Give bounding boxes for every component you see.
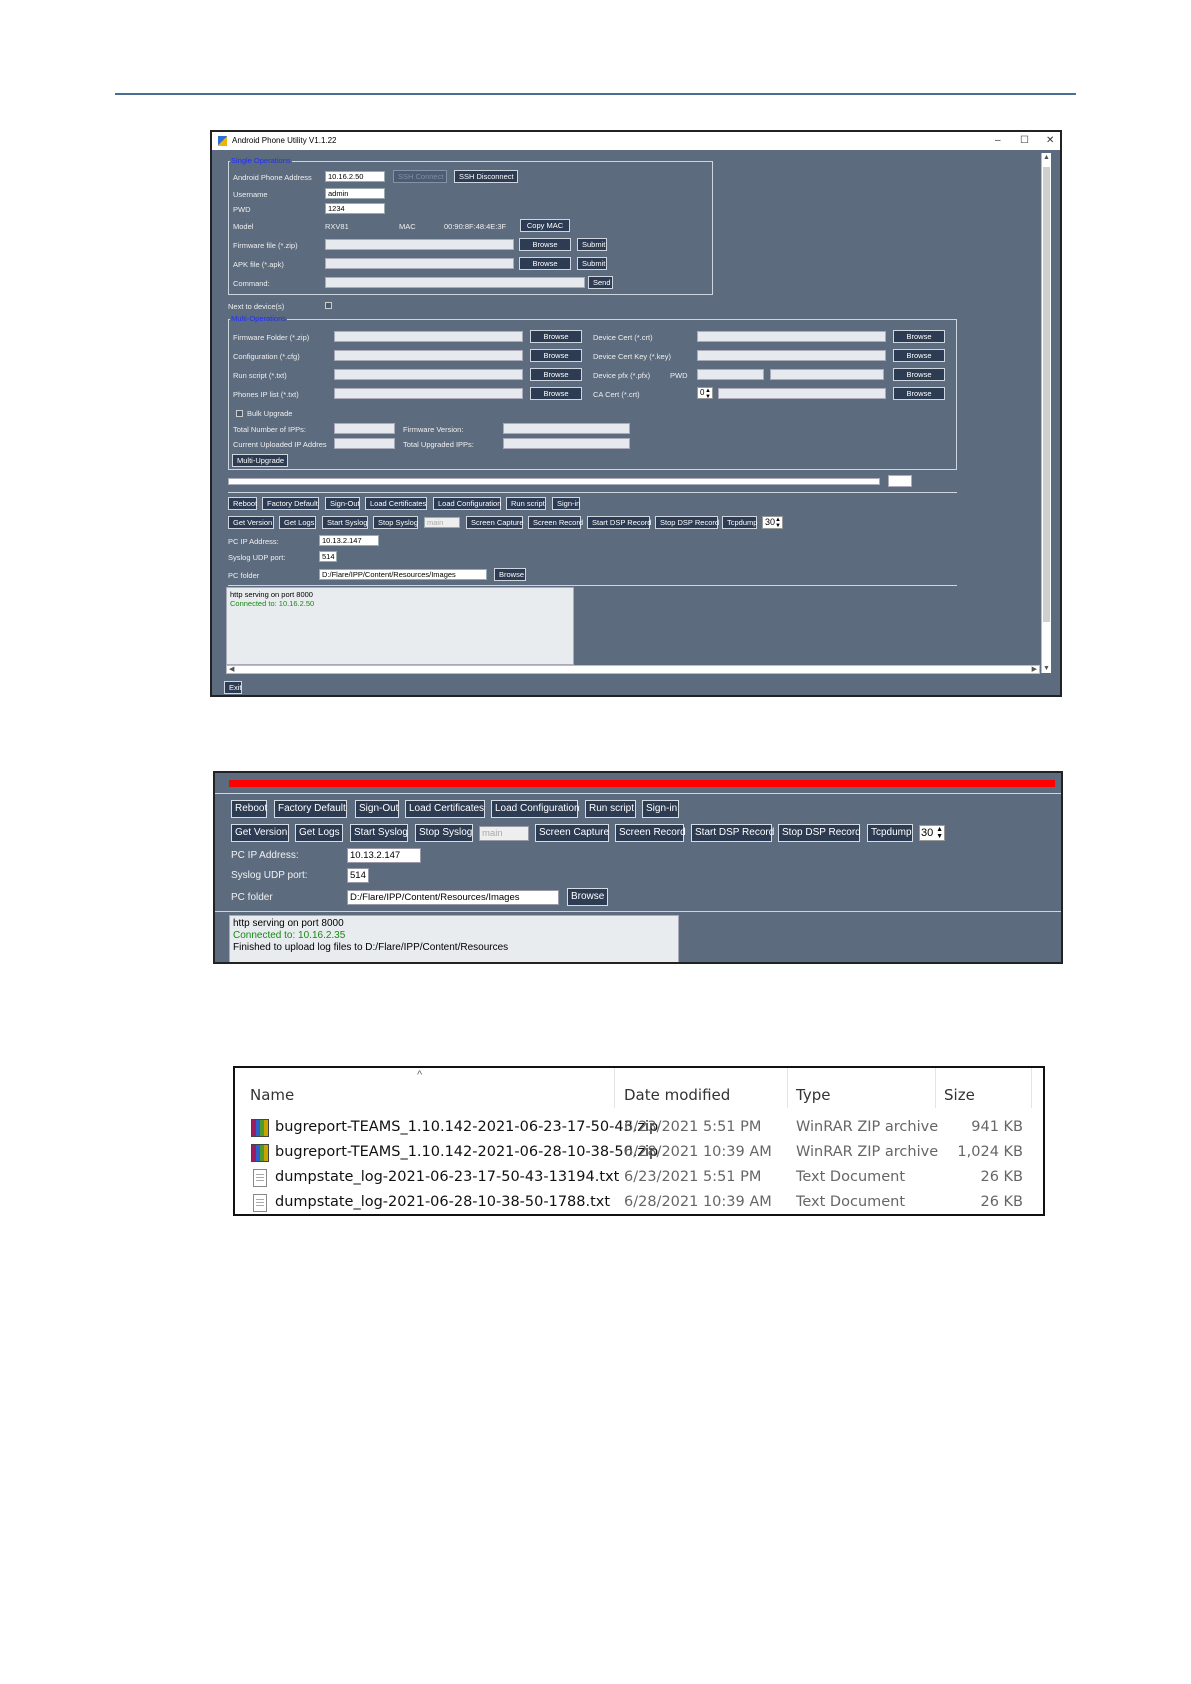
get-logs-button[interactable]: Get Logs (279, 516, 316, 529)
android-phone-address-label: Android Phone Address (233, 173, 312, 182)
column-divider (935, 1068, 936, 1108)
firmware-folder-input[interactable] (334, 331, 523, 342)
syslog-select[interactable] (424, 517, 460, 528)
firmware-submit-button[interactable]: Submit (577, 238, 607, 251)
start-dsp-record-button[interactable]: Start DSP Record (587, 516, 650, 529)
pc-folder-input[interactable]: D:/Flare/IPP/Content/Resources/Images (347, 890, 559, 905)
phones-ip-list-input[interactable] (334, 388, 523, 399)
start-syslog-button[interactable]: Start Syslog (350, 824, 408, 842)
winrar-zip-icon (251, 1144, 269, 1162)
sort-ascending-icon[interactable]: ^ (417, 1069, 423, 1081)
total-ipps-field (334, 423, 395, 434)
tcpdump-button[interactable]: Tcpdump (722, 516, 757, 529)
pc-ip-address-label: PC IP Address: (231, 850, 299, 861)
section-divider (228, 492, 957, 493)
pwd-input[interactable]: 1234 (325, 203, 385, 214)
spin-arrows-icon[interactable]: ▲ ▼ (705, 388, 711, 400)
send-button[interactable]: Send (588, 276, 613, 289)
screen-capture-button[interactable]: Screen Capture (535, 824, 609, 842)
firmware-browse-button[interactable]: Browse (519, 238, 571, 251)
phones-ip-list-browse-button[interactable]: Browse (530, 387, 582, 400)
configuration-input[interactable] (334, 350, 523, 361)
pc-ip-address-input[interactable]: 10.13.2.147 (347, 848, 421, 863)
device-pfx-pwd-label: PWD (670, 371, 688, 380)
log-divider (215, 911, 1063, 912)
column-divider (614, 1068, 615, 1108)
tcpdump-duration-spinbox[interactable] (762, 516, 783, 529)
load-certificates-button[interactable]: Load Certificates (405, 800, 485, 818)
text-document-icon (253, 1169, 267, 1187)
tcpdump-duration-value: 30 (921, 827, 934, 839)
pc-folder-label: PC folder (228, 571, 260, 580)
stop-dsp-record-button[interactable]: Stop DSP Record (655, 516, 718, 529)
spin-arrows-icon[interactable]: ▲ ▼ (775, 517, 781, 529)
load-configuration-button[interactable]: Load Configuration (433, 497, 501, 510)
syslog-udp-port-input[interactable]: 514 (347, 868, 369, 883)
factory-default-button[interactable]: Factory Default (274, 800, 347, 818)
stop-syslog-button[interactable]: Stop Syslog (373, 516, 418, 529)
device-pfx-label: Device pfx (*.pfx) (593, 371, 651, 380)
ca-cert-spinbox[interactable] (697, 387, 713, 399)
bulk-upgrade-checkbox[interactable] (236, 410, 243, 417)
total-upgraded-ipps-label: Total Upgraded IPPs: (403, 440, 474, 449)
firmware-folder-browse-button[interactable]: Browse (530, 330, 582, 343)
screen-record-button[interactable]: Screen Record (615, 824, 684, 842)
app-icon (218, 136, 227, 146)
scroll-left-icon[interactable]: ◀ (229, 666, 235, 673)
column-header-date-modified[interactable]: Date modified (624, 1086, 731, 1104)
run-script-button[interactable]: Run script (585, 800, 636, 818)
run-script-label: Run script (*.txt) (233, 371, 287, 380)
firmware-version-field (503, 423, 630, 434)
ca-cert-input[interactable] (718, 388, 886, 399)
sign-out-button[interactable]: Sign-Out (325, 497, 360, 510)
column-header-type[interactable]: Type (796, 1086, 831, 1104)
column-header-name[interactable]: Name (250, 1086, 295, 1104)
column-divider (787, 1068, 788, 1108)
ca-cert-label: CA Cert (*.crt) (593, 390, 640, 399)
get-version-button[interactable]: Get Version (231, 824, 289, 842)
syslog-select-value: main (427, 518, 444, 527)
mac-label: MAC (399, 222, 416, 231)
file-size: 26 KB (980, 1169, 1023, 1185)
configuration-label: Configuration (*.cfg) (233, 352, 300, 361)
get-version-button[interactable]: Get Version (228, 516, 274, 529)
syslog-udp-port-input[interactable]: 514 (319, 551, 337, 562)
reboot-button[interactable]: Reboot (228, 497, 257, 510)
run-script-input[interactable] (334, 369, 523, 380)
close-button[interactable]: ✕ (1046, 135, 1055, 146)
pwd-label: PWD (233, 205, 251, 214)
stop-syslog-button[interactable]: Stop Syslog (415, 824, 473, 842)
load-certificates-button[interactable]: Load Certificates (365, 497, 427, 510)
single-operations-title: Single Operations (231, 156, 291, 165)
file-type: Text Document (796, 1169, 906, 1185)
log-output (229, 915, 679, 964)
section-divider (215, 793, 1063, 794)
page-header-rule (115, 93, 1076, 95)
device-cert-key-input[interactable] (697, 350, 886, 361)
log-line: Finished to upload log files to D:/Flare/IPP/Content/Resources (233, 942, 509, 953)
progress-value-field (888, 475, 912, 487)
firmware-file-label: Firmware file (*.zip) (233, 241, 298, 250)
maximize-button[interactable]: ☐ (1020, 135, 1029, 146)
ssh-connect-button[interactable]: SSH Connect (393, 170, 447, 183)
file-name: dumpstate_log-2021-06-23-17-50-43-13194.txt (275, 1169, 620, 1185)
log-line: http serving on port 8000 (230, 590, 313, 599)
sign-in-button[interactable]: Sign-in (642, 800, 679, 818)
file-date: 6/23/2021 5:51 PM (624, 1119, 762, 1135)
start-syslog-button[interactable]: Start Syslog (322, 516, 368, 529)
scroll-right-icon[interactable]: ▶ (1031, 666, 1037, 673)
reboot-button[interactable]: Reboot (231, 800, 267, 818)
tcpdump-duration-value: 30 (765, 517, 776, 527)
bulk-upgrade-label: Bulk Upgrade (247, 409, 293, 418)
file-row[interactable] (235, 1191, 1043, 1215)
sign-out-button[interactable]: Sign-Out (355, 800, 399, 818)
model-label: Model (233, 222, 254, 231)
device-cert-label: Device Cert (*.crt) (593, 333, 653, 342)
sign-in-button[interactable]: Sign-in (552, 497, 580, 510)
progress-bar (228, 478, 880, 485)
file-date: 6/28/2021 10:39 AM (624, 1144, 772, 1160)
current-uploaded-ip-field (334, 438, 395, 449)
pc-folder-input[interactable]: D:/Flare/IPP/Content/Resources/Images (319, 569, 487, 580)
file-name: bugreport-TEAMS_1.10.142-2021-06-28-10-38-50.zip (275, 1144, 659, 1160)
syslog-select[interactable] (479, 826, 529, 841)
pc-ip-address-input[interactable]: 10.13.2.147 (319, 535, 379, 546)
firmware-file-input[interactable] (325, 239, 514, 250)
scroll-up-icon[interactable]: ▲ (1043, 154, 1050, 161)
file-type: WinRAR ZIP archive (796, 1119, 939, 1135)
apk-browse-button[interactable]: Browse (519, 257, 571, 270)
configuration-browse-button[interactable]: Browse (530, 349, 582, 362)
spin-arrows-icon[interactable]: ▲ ▼ (936, 826, 943, 840)
syslog-select-value: main (482, 828, 503, 839)
file-explorer (233, 1066, 1045, 1216)
android-phone-utility-window (210, 130, 1062, 697)
apk-file-input[interactable] (325, 258, 514, 269)
load-configuration-button[interactable]: Load Configuration (491, 800, 578, 818)
android-phone-address-input[interactable]: 10.16.2.50 (325, 171, 385, 182)
run-script-button[interactable]: Run script (506, 497, 546, 510)
device-pfx-browse-button[interactable]: Browse (893, 368, 945, 381)
firmware-version-label: Firmware Version: (403, 425, 464, 434)
phones-ip-list-label: Phones IP list (*.txt) (233, 390, 299, 399)
get-logs-button[interactable]: Get Logs (295, 824, 343, 842)
file-type: Text Document (796, 1194, 906, 1210)
zoomed-actions-panel (213, 771, 1063, 964)
next-to-devices-label: Next to device(s) (228, 302, 285, 311)
ca-cert-spin-value: 0 (700, 388, 705, 397)
ssh-disconnect-button[interactable]: SSH Disconnect (454, 170, 518, 183)
minimize-button[interactable]: – (995, 135, 1001, 146)
syslog-udp-port-label: Syslog UDP port: (231, 870, 308, 881)
device-pfx-input[interactable] (697, 369, 764, 380)
total-ipps-label: Total Number of IPPs: (233, 425, 306, 434)
file-date: 6/23/2021 5:51 PM (624, 1169, 762, 1185)
syslog-udp-port-label: Syslog UDP port: (228, 553, 286, 562)
file-row[interactable] (235, 1166, 1043, 1190)
next-to-devices-checkbox[interactable] (325, 302, 332, 309)
log-line: Connected to: 10.16.2.35 (233, 930, 346, 941)
command-input[interactable] (325, 277, 585, 288)
column-divider (1031, 1068, 1032, 1108)
log-divider (228, 585, 957, 586)
username-input[interactable]: admin (325, 188, 385, 199)
horizontal-scrollbar[interactable] (226, 665, 1040, 674)
pc-folder-browse-button[interactable]: Browse (567, 888, 608, 906)
file-size: 941 KB (971, 1119, 1023, 1135)
total-upgraded-ipps-field (503, 438, 630, 449)
winrar-zip-icon (251, 1119, 269, 1137)
file-type: WinRAR ZIP archive (796, 1144, 939, 1160)
tcpdump-button[interactable]: Tcpdump (867, 824, 913, 842)
multi-operations-title: Multi-Operations (231, 314, 287, 323)
file-name: bugreport-TEAMS_1.10.142-2021-06-23-17-50-43.zip (275, 1119, 659, 1135)
stop-dsp-record-button[interactable]: Stop DSP Record (778, 824, 860, 842)
log-output (226, 587, 574, 665)
screen-capture-button[interactable]: Screen Capture (466, 516, 523, 529)
title-bar (212, 132, 1060, 150)
tcpdump-duration-spinbox[interactable] (919, 825, 945, 841)
multi-upgrade-button[interactable]: Multi-Upgrade (232, 454, 288, 467)
text-document-icon (253, 1194, 267, 1212)
username-label: Username (233, 190, 268, 199)
file-row[interactable] (235, 1116, 1043, 1140)
pc-folder-browse-button[interactable]: Browse (494, 568, 526, 581)
file-size: 1,024 KB (957, 1144, 1023, 1160)
run-script-browse-button[interactable]: Browse (530, 368, 582, 381)
pc-ip-address-label: PC IP Address: (228, 537, 279, 546)
ca-cert-browse-button[interactable]: Browse (893, 387, 945, 400)
device-cert-key-label: Device Cert Key (*.key) (593, 352, 671, 361)
file-name: dumpstate_log-2021-06-28-10-38-50-1788.txt (275, 1194, 611, 1210)
scroll-down-icon[interactable]: ▼ (1043, 665, 1050, 672)
device-cert-browse-button[interactable]: Browse (893, 330, 945, 343)
apk-submit-button[interactable]: Submit (577, 257, 607, 270)
model-value: RXV81 (325, 222, 349, 231)
file-row[interactable] (235, 1141, 1043, 1165)
current-uploaded-ip-label: Current Uploaded IP Addres (233, 440, 327, 449)
start-dsp-record-button[interactable]: Start DSP Record (691, 824, 772, 842)
firmware-folder-label: Firmware Folder (*.zip) (233, 333, 310, 342)
device-cert-key-browse-button[interactable]: Browse (893, 349, 945, 362)
device-cert-input[interactable] (697, 331, 886, 342)
scrollbar-thumb[interactable] (1043, 167, 1050, 622)
file-size: 26 KB (980, 1194, 1023, 1210)
device-pfx-pwd-input[interactable] (770, 369, 884, 380)
screen-record-button[interactable]: Screen Record (528, 516, 581, 529)
log-line: Connected to: 10.16.2.50 (230, 599, 315, 608)
mac-value: 00:90:8F:48:4E:3F (444, 222, 507, 231)
column-header-size[interactable]: Size (944, 1086, 975, 1104)
progress-bar-red (229, 780, 1055, 787)
pc-folder-label: PC folder (231, 892, 273, 903)
exit-button[interactable]: Exit (224, 681, 242, 694)
window-title: Android Phone Utility V1.1.22 (232, 136, 337, 145)
factory-default-button[interactable]: Factory Default (262, 497, 319, 510)
command-label: Command: (233, 279, 270, 288)
vertical-scrollbar[interactable] (1041, 153, 1051, 673)
log-line: http serving on port 8000 (233, 918, 344, 929)
apk-file-label: APK file (*.apk) (233, 260, 284, 269)
copy-mac-button[interactable]: Copy MAC (520, 219, 570, 232)
file-date: 6/28/2021 10:39 AM (624, 1194, 772, 1210)
